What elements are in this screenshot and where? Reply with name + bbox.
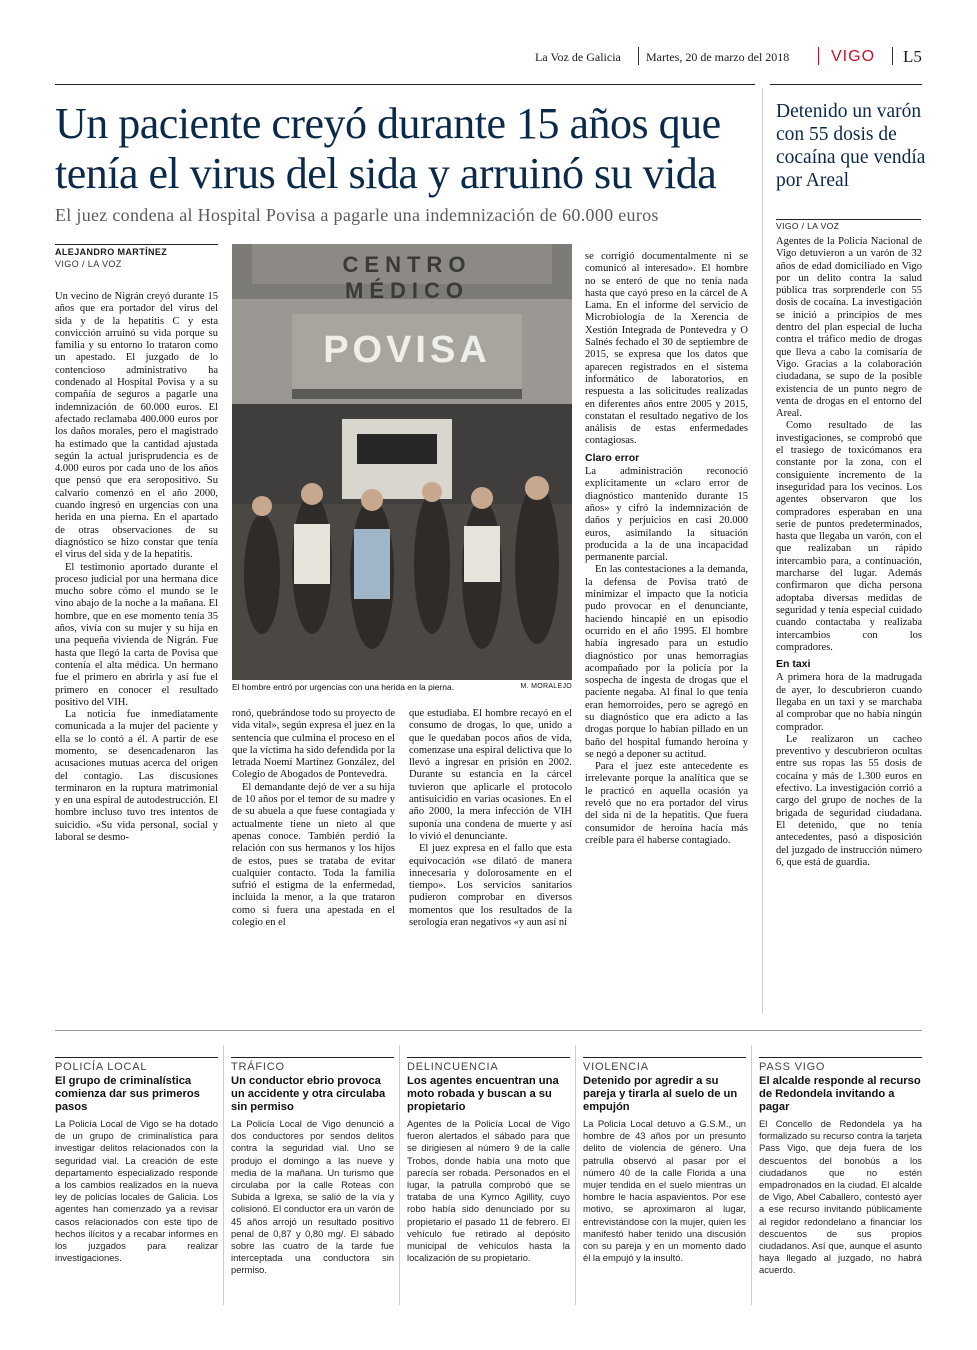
header-divider: [892, 47, 893, 65]
issue-date: Martes, 20 de marzo del 2018: [646, 50, 790, 64]
brief-title: El alcalde responde al recurso de Redondela invitando a pagar: [759, 1075, 921, 1113]
paragraph: se corrigió documentalmente ni se comunicó al interesado». El hombre no se enteró de que no tenía nada hasta que cayó preso en la cárcel de A Lama. En el informe del servicio de Microbiología de la Xerencia de Xestión Integrada de Pontevedra y O Salnés fechado el 30 de septiembre de 2015, se expresa que los datos que aparecen registrados en el sistema informático de laboratorios, en respuesta a las solicitudes realizadas en diferentes años entre 2005 y 2015, constatan el resultado negativo de los análisis de estas enfermedades contagiosas.: [585, 251, 748, 447]
brief-body: Agentes de la Policía Local de Vigo fueron alertados el sábado para que se dirigiesen al número 9 de la calle Trobos, donde había una moto que parecía ser robada. Personados en el lugar, la patrulla comprobó que se trataba de una Kymco Agillity, cuyo robo había sido denunciado por su propietario el pasado 11 de febrero. El vehículo fue retirado al depósito municipal de vehículos hasta la localización de su propietario.: [407, 1118, 570, 1264]
brief-violencia: [583, 1057, 746, 1264]
paragraph: Para el juez este antecedente es irrelevante porque la analítica que se le practicó en aquella ocasión ya reveló que no era portador del virus del sida ni de la hepatitis. Que fuera consumidor de heroína hacía más creíble para él haberse contagiado.: [585, 761, 748, 846]
article-column-3: [409, 708, 572, 929]
top-rule: [55, 84, 755, 85]
article-photo: [232, 244, 572, 680]
column-divider: [751, 1045, 752, 1305]
photo-credit: M. MORALEJO: [520, 683, 572, 690]
brief-category: TRÁFICO: [231, 1057, 394, 1073]
brief-category: POLICÍA LOCAL: [55, 1057, 218, 1073]
article-column-2: [232, 708, 395, 929]
paragraph: Le realizaron un cacheo preventivo y descubrieron ocultas entre sus ropas las 55 dosis de cocaína y más de 1.300 euros en efectivo. La investigación corrió a cargo del grupo de noches de la brigada de seguridad ciudadana. El detenido, que no tenía antecedentes, pasó a disposición del juzgado de instrucción número 6, que está de guardia.: [776, 733, 922, 868]
header-divider: [818, 47, 819, 65]
newspaper-name: La Voz de Galicia: [535, 50, 621, 64]
brief-title: Detenido por agredir a su pareja y tirarla al suelo de un empujón: [583, 1075, 738, 1113]
photo-sign-top: CENTRO MÉDICO: [342, 252, 472, 303]
brief-policia-local: [55, 1057, 218, 1264]
sidebar-title: Detenido un varón con 55 dosis de cocaína que vendía por Areal: [776, 101, 926, 191]
brief-title: El grupo de criminalística comienza dar sus primeros pasos: [55, 1075, 200, 1113]
brief-body: La Policía Local detuvo a G.S.M., un hombre de 43 años por un presunto delito de violencia de género. Una patrulla observó al pasar por el número 40 de la calle Florida a una mujer tendida en el suelo mientras un hombre le hacía aspavientos. Por ese motivo, se aproximaron al lugar, entrevistándose con la mujer, quien les manifestó haber tenido una discusión con su pareja y en un momento dado él la empujó y la insultó.: [583, 1118, 746, 1264]
page-number: L5: [903, 47, 922, 66]
sidebar-body: [776, 236, 922, 869]
brief-category: PASS VIGO: [759, 1057, 922, 1073]
paragraph: Agentes de la Policía Nacional de Vigo detuvieron a un varón de 32 años de edad domiciliado en Vigo por un delito contra la salud pública tras sorprenderle con 55 dosis de cocaína. La investigación se inició a principios de mes dentro del plan especial de lucha contra el tráfico medio de drogas que lleva a cabo la comisaría de Vigo. Gracias a la colaboración ciudadana, se supo de la posible existencia de un punto negro de venta de drogas en el entorno del Areal.: [776, 236, 922, 420]
article-column-1: [55, 291, 218, 844]
brief-body: La Policía Local de Vigo denunció a dos conductores por sendos delitos contra la seguridad vial. Uno se produjo el domingo a las nueve y media de la mañana. Un turismo que circulaba por la calle Roteas con Subida a Igrexa, se salió de la vía y colisionó. El conductor era un varón de 45 años arrojó un resultado positivo penal de 0,87 y 0,80 mg/. El sábado sobre las cuatro de la tarde fue interceptada una conductora sin permiso.: [231, 1118, 394, 1276]
brief-category: DELINCUENCIA: [407, 1057, 570, 1073]
paragraph: que estudiaba. El hombre recayó en el consumo de drogas, lo que, unido a que le quedaban pocos años de vida, comenzase una espiral delictiva que lo llevó a ingresar en prisión en 2002. Durante su estancia en la cárcel tuvieron que aplicarle el protocolo antisuicidio en varias ocasiones. En el año 2000, la mera infección de VIH suponía una condena de muerte y así lo vivió el denunciante.: [409, 708, 572, 842]
sidebar-top-rule: [770, 84, 922, 85]
briefs-top-rule: [55, 1030, 922, 1031]
column-divider: [399, 1045, 400, 1305]
headline: Un paciente creyó durante 15 años que tenía el virus del sida y arruinó su vida: [55, 99, 721, 198]
paragraph: La noticia fue inmediatamente comunicada a la mujer del paciente y ella se lo contó a él. A partir de ese momento, se desencadenaron las acusaciones mutuas acerca del origen del contagio. Las discusiones terminaron en la ruptura matrimonial y en una espiral de autodestrucción. El hombre incluso tuvo tres intentos de suicidio. «Su vida personal, social y laboral se desmo-: [55, 709, 218, 844]
dateline: VIGO / LA VOZ: [55, 259, 122, 269]
article-column-4: [585, 251, 748, 847]
brief-body: La Policía Local de Vigo se ha dotado de un grupo de criminalística para investigar delitos relacionados con la seguridad vial. La creación de este departamento especializado responde a los cambios realizados en la nueva ley de policías locales de Galicia. Los agentes han comenzado ya a revisar casos relacionados con este tipo de hechos ilícitos y a recabar informes en los juzgados para realizar investigaciones.: [55, 1118, 218, 1264]
sidebar-dateline: VIGO / LA VOZ: [776, 219, 921, 231]
photo-caption-text: El hombre entró por urgencias con una herida en la pierna.: [232, 682, 455, 692]
paragraph: La administración reconoció explícitamente un «claro error de diagnóstico mantenido durante 15 años» y cifró la indemnización de daños y perjuicios en casi 20.000 euros, asimilando la situación producida a la de una incapacidad permanente parcial.: [585, 466, 748, 564]
subheadline: El juez condena al Hospital Povisa a pagarle una indemnización de 60.000 euros: [55, 205, 659, 225]
interheading: En taxi: [776, 658, 811, 671]
header-divider: [638, 47, 639, 65]
paragraph: Un vecino de Nigrán creyó durante 15 años que era portador del virus del sida y de la hepatitis C y esta convicción arruinó su vida porque su familia y su entorno lo trataron como un apestado. El juzgado de lo contencioso administrativo ha condenado al Hospital Povisa y a su compañía de seguros a pagarle una indemnización de 60.000 euros. El afectado reclamaba 400.000 euros por los daños morales, pero el magistrado ha estimado que la cantidad ajustada según la actual jurisprudencia es de 4.000 euros por cada uno de los años que pensó que era seropositivo. Su calvario comenzó en el año 2000, cuando ingresó en urgencias con una herida en una pierna. En el apartado de otras observaciones de su diagnóstico se hizo constar que tenía el virus del sida y de la hepatitis.: [55, 291, 218, 561]
brief-body: El Concello de Redondela ya ha formalizado su recurso contra la tarjeta Pass Vigo, que deja fuera de los descuentos del bonobús a los ciudadanos que no estén empadronados en la ciudad. El alcalde de Vigo, Abel Caballero, contestó ayer a ese recurso invitando públicamente al regidor redondelano a financiar los descuentos de sus propios ciudadanos. Así que, aunque el asunto haya llegado al juzgado, no habrá acuerdo.: [759, 1118, 922, 1276]
brief-title: Un conductor ebrio provoca un accidente y otra circulaba sin permiso: [231, 1075, 386, 1113]
section-name: VIGO: [831, 48, 876, 65]
brief-pass-vigo: [759, 1057, 922, 1277]
photo-sign: POVISA: [323, 329, 491, 371]
brief-trafico: [231, 1057, 394, 1277]
paragraph: El juez expresa en el fallo que esta equivocación «se dilató de manera innecesaria y dolorosamente en el tiempo». Los servicios sanitarios pudieron comprobar en diversos momentos que los resultados de la serología eran negativos «y aun así ni: [409, 843, 572, 929]
brief-delincuencia: [407, 1057, 570, 1264]
paragraph: ronó, quebrándose todo su proyecto de vida vital», según expresa el juez en la sentencia que culmina el proceso en el que la víctima ha sido defendida por la letrada Noemí Martínez González, del Colegio de Abogados de Pontevedra.: [232, 708, 395, 781]
paragraph: En las contestaciones a la demanda, la defensa de Povisa trató de minimizar el impacto que la noticia pudo provocar en el denunciante, haciendo hincapié en un episodio ocurrido en el año 1995. El hombre había ingresado para un estudio diagnóstico por unas hemorragias acompañado por la policía por la sospecha de ingesta de drogas que el paciente negaba. Al final lo que tenía eran hemorroides, pero se agregó en su diagnóstico que era adicto a las drogas porque lo habían pillado en un baño del hospital fumando heroína y se negó a deponer su actitud.: [585, 564, 748, 760]
brief-category: VIOLENCIA: [583, 1057, 746, 1073]
paragraph: A primera hora de la madrugada de ayer, lo descubrieron cuando llegaba en un taxi y se marchaba al comprobar que no había ningún comprador.: [776, 672, 922, 733]
column-divider: [223, 1045, 224, 1305]
column-divider: [575, 1045, 576, 1305]
photo-caption: [232, 682, 572, 692]
column-divider: [762, 88, 763, 1013]
paragraph: Como resultado de las investigaciones, se comprobó que el trasiego de toxicómanos era constante por la zona, con el consiguiente incremento de la inseguridad para los vecinos. Los agentes observaron que los compradores esperaban en una serie de puntos predeterminados, hasta que llegaba un varón, con el que realizaban un rápido intercambio para, a continuación, marcharse del lugar. Además confirmaron que dicha persona adoptaba diversas medidas de seguridad y tenía especial cuidado cuando contactaba y realizaba intercambios con los compradores.: [776, 420, 922, 653]
interheading: Claro error: [585, 451, 640, 464]
byline: ALEJANDRO MARTÍNEZ: [55, 244, 218, 257]
paragraph: El testimonio aportado durante el proceso judicial por una hermana dice mucho sobre cómo el mundo se le vino abajo de la noche a la mañana. El hombre, que en ese momento tenía 35 años, vivía con su mujer y su hija en una pequeña vivienda de Nigrán. Fue hasta que llegó la carta de Povisa que contenía el alta médica. Un hermano fue el primero en abrirla y así fue el primero en conocer el resultado positivo del VIH.: [55, 561, 218, 708]
brief-title: Los agentes encuentran una moto robada y buscan a su propietario: [407, 1075, 559, 1113]
paragraph: El demandante dejó de ver a su hija de 10 años por el temor de su madre y de su abuela a que fuese contagiada y actualmente tiene un nieto al que apenas conoce. También perdió la relación con sus hermanos y los hijos de estos, pues se trataba de evitar cualquier contacto. Toda la familia sufrió el estigma de la enfermedad, incluida la menor, a la que trataron como si fuera una apestada en el colegio en el: [232, 781, 395, 929]
